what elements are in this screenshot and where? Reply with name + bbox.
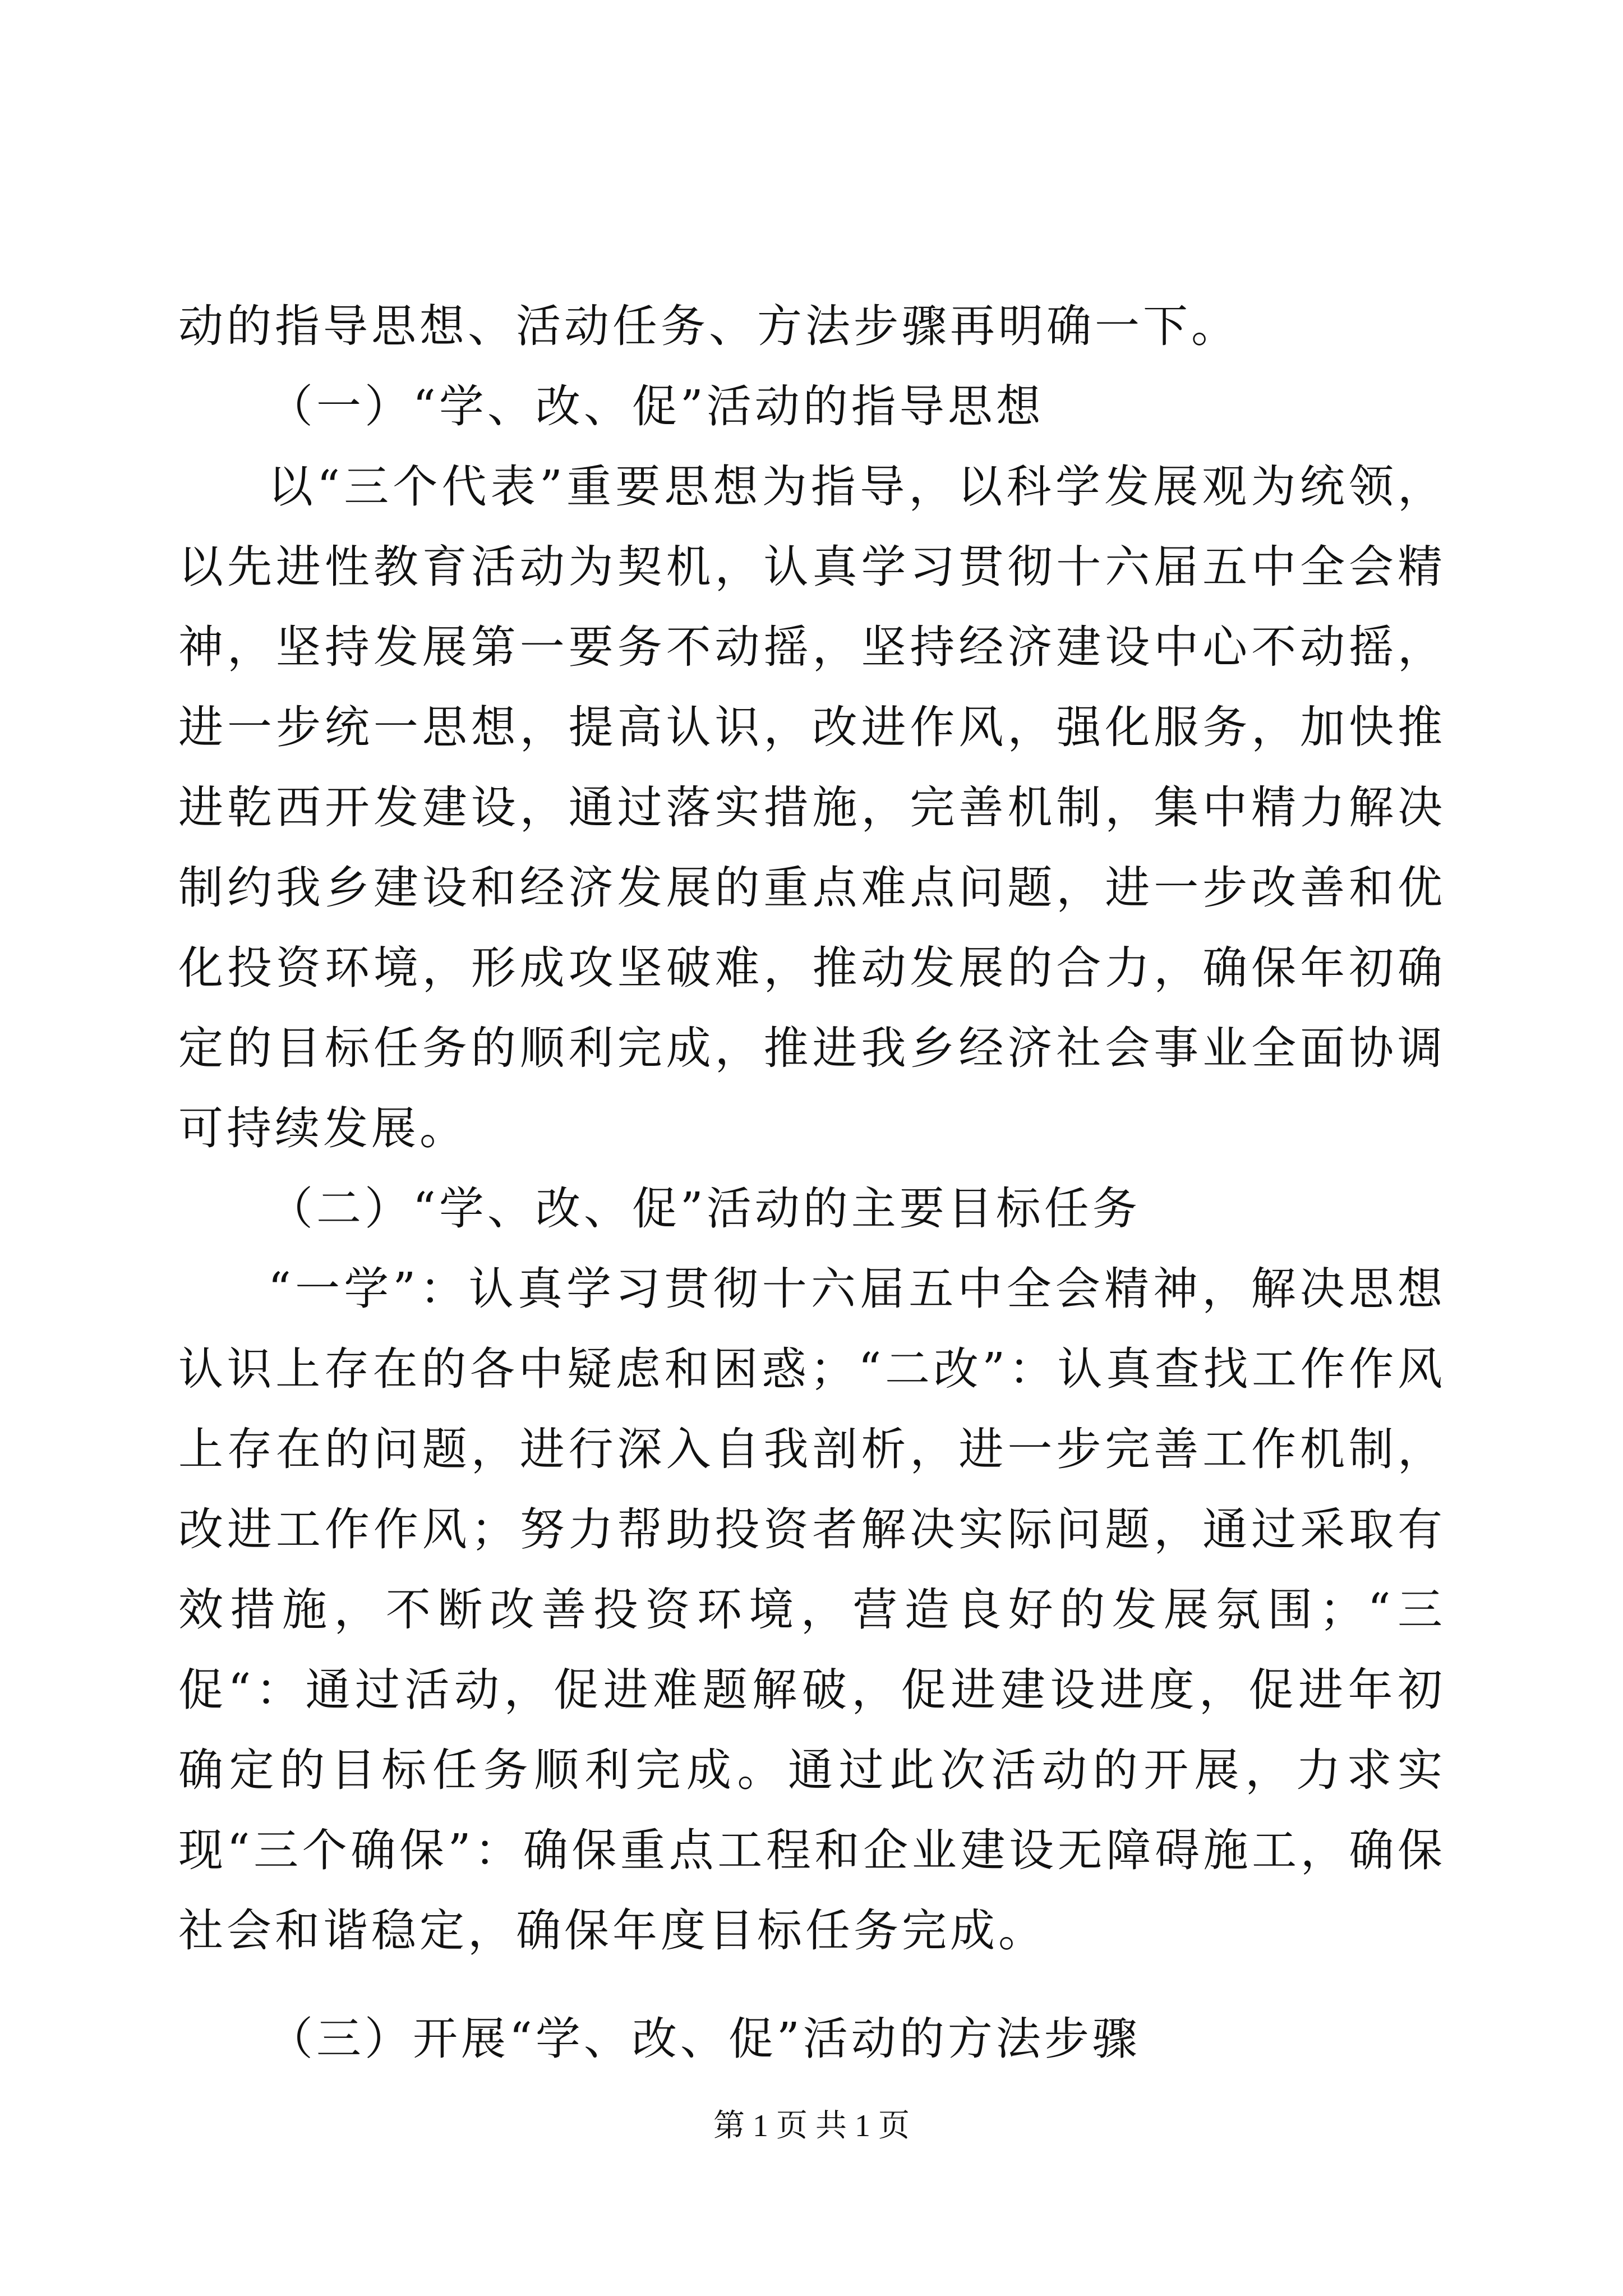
- section-heading-1: （一）“学、改、促”活动的指导思想: [268, 380, 1044, 432]
- paragraph-continuation: 动的指导思想、活动任务、方法步骤再明确一下。: [178, 300, 1239, 352]
- page-footer: 第 1 页 共 1 页: [713, 2109, 910, 2143]
- document-body: [178, 286, 1446, 2079]
- section-heading-3: （三）开展“学、改、促”活动的方法步骤: [268, 2013, 1141, 2065]
- section-heading-2: （二）“学、改、促”活动的主要目标任务: [268, 1182, 1141, 1235]
- paragraph-main-tasks: “一学”：认真学习贯彻十六届五中全会精神，解决思想认识上存在的各中疑虑和困惑；“二改”：认真查找工作作风上存在的问题，进行深入自我剖析，进一步完善工作机制，改进工作作风；努力帮助投资者解决实际问题，通过采取有效措施，不断改善投资环境，营造良好的发展氛围；“三促“：通过活动，促进难题解破，促进建设进度，促进年初确定的目标任务顺利完成。通过此次活动的开展，力求实现“三个确保”：确保重点工程和企业建设无障碍施工，确保社会和谐稳定，确保年度目标任务完成。: [178, 1263, 1446, 1957]
- paragraph-guiding-ideology: 以“三个代表”重要思想为指导，以科学发展观为统领，以先进性教育活动为契机，认真学习贯彻十六届五中全会精神，坚持发展第一要务不动摇，坚持经济建设中心不动摇，进一步统一思想，提高认识，改进作风，强化服务，加快推进乾西开发建设，通过落实措施，完善机制，集中精力解决制约我乡建设和经济发展的重点难点问题，进一步改善和优化投资环境，形成攻坚破难，推动发展的合力，确保年初确定的目标任务的顺利完成，推进我乡经济社会事业全面协调可持续发展。: [178, 461, 1446, 1154]
